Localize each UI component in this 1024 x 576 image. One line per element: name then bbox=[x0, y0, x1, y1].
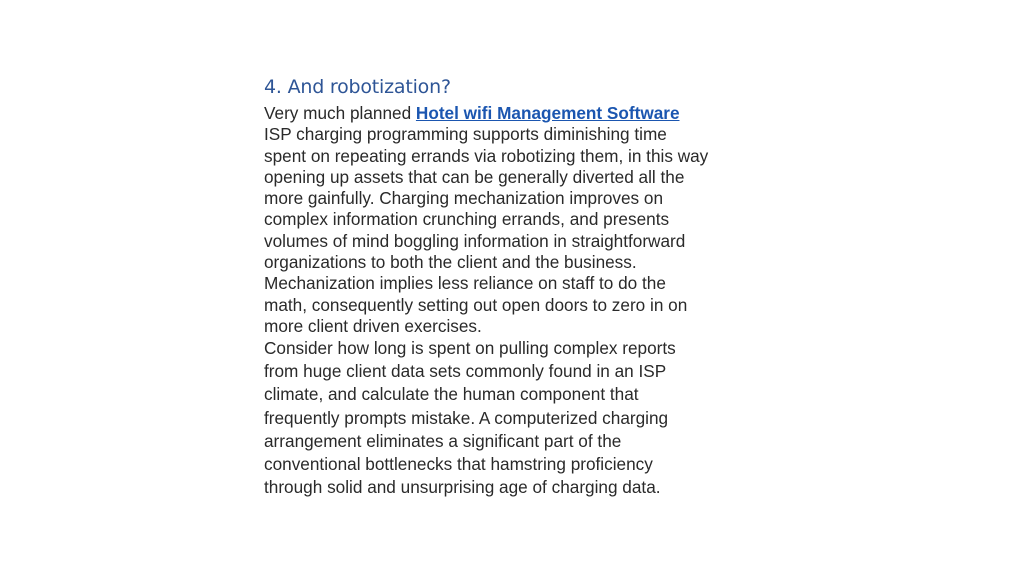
paragraph-1-line: volumes of mind boggling information in straightforward bbox=[264, 230, 686, 251]
paragraph-1-intro: Very much planned bbox=[264, 103, 416, 123]
paragraph-2-line: from huge client data sets commonly found in an ISP bbox=[264, 361, 667, 382]
paragraph-1 bbox=[264, 103, 784, 337]
paragraph-1-line: complex information crunching errands, and presents bbox=[264, 209, 670, 230]
paragraph-2-line: through solid and unsurprising age of charging data. bbox=[264, 476, 661, 497]
paragraph-1-first-line bbox=[264, 103, 784, 124]
paragraph-1-line: math, consequently setting out open doors to zero in on bbox=[264, 294, 688, 315]
section-heading: 4. And robotization? bbox=[264, 76, 451, 98]
paragraph-1-line: opening up assets that can be generally diverted all the bbox=[264, 166, 685, 187]
text-block bbox=[264, 74, 784, 499]
paragraph-1-line: ISP charging programming supports diminishing time bbox=[264, 124, 667, 145]
paragraph-2-line: conventional bottlenecks that hamstring proficiency bbox=[264, 453, 653, 474]
hotel-wifi-management-software-link[interactable]: Hotel wifi Management Software bbox=[415, 103, 680, 123]
paragraph-1-line: spent on repeating errands via robotizing them, in this way bbox=[264, 145, 709, 166]
paragraph-1-line: more client driven exercises. bbox=[264, 315, 482, 336]
paragraph-2 bbox=[264, 337, 784, 499]
paragraph-1-line: Mechanization implies less reliance on staff to do the bbox=[264, 273, 666, 294]
paragraph-2-line: Consider how long is spent on pulling complex reports bbox=[264, 338, 676, 359]
paragraph-1-line: more gainfully. Charging mechanization improves on bbox=[264, 188, 664, 209]
paragraph-2-line: frequently prompts mistake. A computerized charging bbox=[264, 407, 669, 428]
paragraph-2-line: arrangement eliminates a significant part of the bbox=[264, 430, 622, 451]
paragraph-1-line: organizations to both the client and the business. bbox=[264, 252, 637, 273]
paragraph-2-line: climate, and calculate the human component that bbox=[264, 384, 639, 405]
